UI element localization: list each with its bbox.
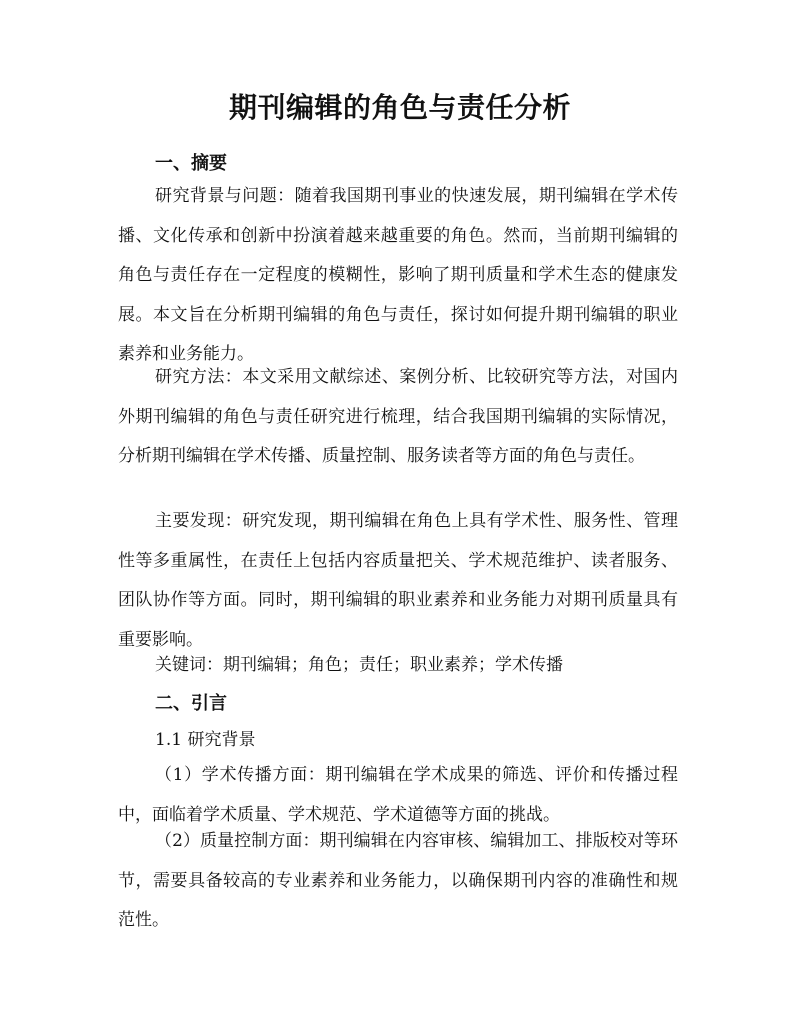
abstract-paragraph-background: 研究背景与问题：随着我国期刊事业的快速发展，期刊编辑在学术传播、文化传承和创新中扮演着越来越重要的角色。然而，当前期刊编辑的角色与责任存在一定程度的模糊性，影响了期刊质量和学术生态的健康发展。本文旨在分析期刊编辑的角色与责任，探讨如何提升期刊编辑的职业素养和业务能力。 (118, 186, 678, 365)
intro-item-academic-dissemination: （1）学术传播方面：期刊编辑在学术成果的筛选、评价和传播过程中，面临着学术质量、学术规范、学术道德等方面的挑战。 (118, 765, 678, 825)
abstract-paragraph-findings: 主要发现：研究发现，期刊编辑在角色上具有学术性、服务性、管理性等多重属性，在责任上包括内容质量把关、学术规范维护、读者服务、团队协作等方面。同时，期刊编辑的职业素养和业务能力对期刊质量具有重要影响。 (118, 511, 678, 650)
intro-item-quality-control: （2）质量控制方面：期刊编辑在内容审核、编辑加工、排版校对等环节，需要具备较高的专业素养和业务能力，以确保期刊内容的准确性和规范性。 (118, 831, 678, 931)
page-title: 期刊编辑的角色与责任分析 (228, 91, 571, 124)
section-heading-abstract: 一、摘要 (155, 153, 227, 174)
keywords-line: 关键词：期刊编辑；角色；责任；职业素养；学术传播 (155, 655, 563, 675)
section-heading-introduction: 二、引言 (155, 693, 227, 714)
abstract-paragraph-methods: 研究方法：本文采用文献综述、案例分析、比较研究等方法，对国内外期刊编辑的角色与责任研究进行梳理，结合我国期刊编辑的实际情况，分析期刊编辑在学术传播、质量控制、服务读者等方面的角色与责任。 (118, 367, 678, 467)
subsection-heading-background: 1.1 研究背景 (155, 730, 256, 750)
